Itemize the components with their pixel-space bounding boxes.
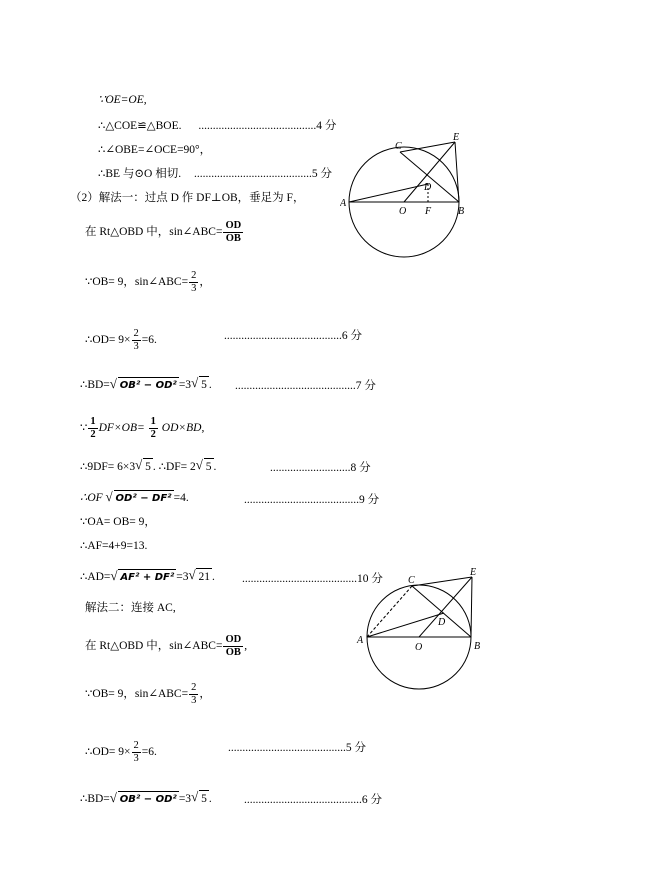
- fraction: [223, 634, 243, 659]
- denominator: 2: [150, 429, 156, 440]
- step-text: ∵OB= 9，sin∠ABC=: [85, 688, 189, 701]
- numerator: OD: [225, 220, 242, 231]
- step-text: .: [208, 379, 212, 391]
- square-root: √ OB² − OD²: [110, 377, 179, 394]
- step-text: ，: [199, 688, 211, 701]
- step-text: 在 Rt△OBD 中，sin∠ABC=: [85, 640, 223, 653]
- segment-ce: [412, 577, 472, 586]
- numerator: 2: [133, 740, 139, 751]
- square-root: √ 5: [191, 789, 207, 805]
- denominator: 3: [191, 283, 197, 294]
- radicand: 5: [204, 458, 214, 475]
- step-text: =6.: [141, 746, 157, 759]
- step-text: =3: [178, 793, 192, 805]
- label-c: C: [395, 141, 402, 152]
- leader-dots: ............................: [270, 462, 351, 474]
- label-o: O: [415, 642, 423, 653]
- radicand: OD² − DF²: [114, 490, 174, 507]
- step-oe-equals-oe: ∵OE=OE,: [98, 94, 147, 106]
- geometry-figure-1: [340, 132, 480, 262]
- step-text: ∴OF: [80, 492, 103, 504]
- step-right-angles: ∴∠OBE=∠OCE=90°，: [98, 144, 212, 156]
- step-text: .: [211, 571, 215, 583]
- fraction: [88, 416, 97, 441]
- score-line-5: [228, 740, 366, 756]
- step-tangent: [98, 166, 332, 182]
- square-root: √ 5: [135, 457, 151, 473]
- denominator: 2: [90, 429, 96, 440]
- score-label: 4 分: [316, 120, 337, 132]
- step-text: =6.: [141, 334, 157, 347]
- score-line-6b: [244, 792, 382, 808]
- geometry-figure-2: [352, 565, 492, 695]
- label-o: O: [399, 206, 407, 217]
- leader-dots: ........................................: [242, 573, 357, 585]
- denominator: OB: [225, 233, 241, 244]
- fraction: [189, 682, 198, 707]
- label-f: F: [425, 206, 432, 217]
- score-line-9: [244, 492, 379, 508]
- fraction: [189, 270, 198, 295]
- step-bd-value-2: [80, 790, 212, 808]
- numerator: 2: [133, 328, 139, 339]
- square-root: √ AF² + DF²: [110, 569, 176, 586]
- leader-dots: .........................................: [198, 120, 317, 132]
- step-sin-abc-definition-2: [85, 634, 247, 659]
- step-sin-abc-definition: [85, 220, 244, 245]
- step-given-values: [85, 270, 211, 295]
- method-one-heading: （2）解法一：过点 D 作 DF⊥OB，垂足为 F，: [70, 192, 305, 204]
- fraction: [149, 416, 158, 441]
- segment-ad: [367, 613, 444, 637]
- step-text: .: [213, 461, 217, 473]
- segment-eb: [455, 142, 459, 202]
- step-congruent-triangles: [98, 118, 336, 134]
- label-a: A: [357, 635, 364, 646]
- leader-dots: .........................................: [224, 330, 342, 342]
- step-text: . ∴DF= 2: [152, 461, 196, 473]
- radicand: 5: [143, 458, 153, 475]
- step-text: .: [208, 793, 212, 805]
- step-text: ∴△COE≌△BOE.: [98, 120, 182, 132]
- denominator: 3: [133, 753, 139, 764]
- score-line-6: [224, 328, 362, 344]
- score-label: 5 分: [345, 742, 366, 754]
- score-label: 9 分: [359, 494, 380, 506]
- method-two-heading: 解法二：连接 AC,: [85, 602, 176, 614]
- fraction: [132, 328, 141, 353]
- step-text: DF×OB=: [98, 422, 145, 435]
- step-od-value-2: [85, 740, 157, 765]
- radicand: 21: [196, 568, 212, 585]
- numerator: OD: [225, 634, 242, 645]
- segment-oe: [404, 142, 455, 202]
- step-df-value: [80, 458, 216, 475]
- step-area-equation: [80, 416, 204, 441]
- step-given-values-2: [85, 682, 211, 707]
- step-radius-values: ∵OA= OB= 9，: [80, 516, 156, 528]
- score-label: 5 分: [311, 168, 332, 180]
- step-text: ∵: [80, 422, 88, 435]
- square-root: √ 5: [191, 375, 207, 391]
- radicand: AF² + DF²: [118, 569, 176, 586]
- leader-dots: .........................................: [193, 168, 312, 180]
- label-c: C: [408, 575, 415, 586]
- leader-dots: ........................................: [244, 494, 359, 506]
- chord-cb: [400, 152, 459, 202]
- segment-eb: [471, 577, 472, 637]
- score-line-7: [235, 378, 376, 394]
- denominator: 3: [133, 341, 139, 352]
- square-root: √ 5: [195, 457, 212, 473]
- square-root: √ 21: [188, 567, 210, 583]
- denominator: OB: [225, 647, 241, 658]
- step-of-value: [80, 490, 189, 507]
- label-e: E: [453, 132, 460, 143]
- square-root: √ OD² − DF²: [106, 490, 174, 507]
- radicand: OB² − OD²: [118, 377, 179, 394]
- step-text: ，: [199, 276, 211, 289]
- radicand: OB² − OD²: [118, 791, 179, 808]
- step-text: ,: [244, 640, 248, 653]
- numerator: 2: [191, 270, 197, 281]
- leader-dots: .........................................: [228, 742, 346, 754]
- step-text: =3: [176, 571, 189, 583]
- step-text: ∴OD= 9×: [85, 334, 131, 347]
- square-root: √ OB² − OD²: [110, 791, 179, 808]
- fraction: [132, 740, 141, 765]
- score-line-8: [270, 460, 371, 476]
- step-ad-value: [80, 568, 215, 586]
- fraction: [223, 220, 243, 245]
- label-d: D: [438, 617, 446, 628]
- step-text: ∵OB= 9，sin∠ABC=: [85, 276, 189, 289]
- step-text: ∴BD=: [80, 793, 110, 805]
- label-a: A: [340, 198, 347, 209]
- step-text: ∴AD=: [80, 571, 111, 583]
- score-label: 10 分: [357, 573, 383, 585]
- step-text: OD×BD,: [161, 422, 205, 435]
- score-label: 6 分: [341, 330, 362, 342]
- leader-dots: ..........................................: [235, 380, 356, 392]
- score-label: 7 分: [355, 380, 376, 392]
- segment-ad: [349, 184, 428, 202]
- step-od-value: [85, 328, 157, 353]
- step-text: ∴9DF= 6×3: [80, 461, 136, 473]
- radicand: 5: [199, 376, 209, 393]
- step-text: ∴BD=: [80, 379, 110, 391]
- radicand: 5: [199, 790, 209, 807]
- step-text: ∴BE 与⊙O 相切.: [98, 168, 182, 180]
- step-text: ∴OD= 9×: [85, 746, 131, 759]
- label-b: B: [474, 641, 481, 652]
- score-label: 6 分: [361, 794, 382, 806]
- step-text: 在 Rt△OBD 中，sin∠ABC=: [85, 226, 223, 239]
- step-text: =4.: [173, 492, 189, 504]
- step-text: =3: [178, 379, 192, 391]
- score-label: 8 分: [350, 462, 371, 474]
- label-e: E: [470, 567, 477, 578]
- step-bd-value: [80, 376, 212, 394]
- step-af-value: ∴AF=4+9=13.: [80, 540, 148, 552]
- leader-dots: .........................................: [244, 794, 362, 806]
- numerator: 1: [150, 416, 156, 427]
- numerator: 2: [191, 682, 197, 693]
- label-b: B: [458, 206, 465, 217]
- label-d: D: [424, 182, 432, 193]
- denominator: 3: [191, 695, 197, 706]
- numerator: 1: [90, 416, 96, 427]
